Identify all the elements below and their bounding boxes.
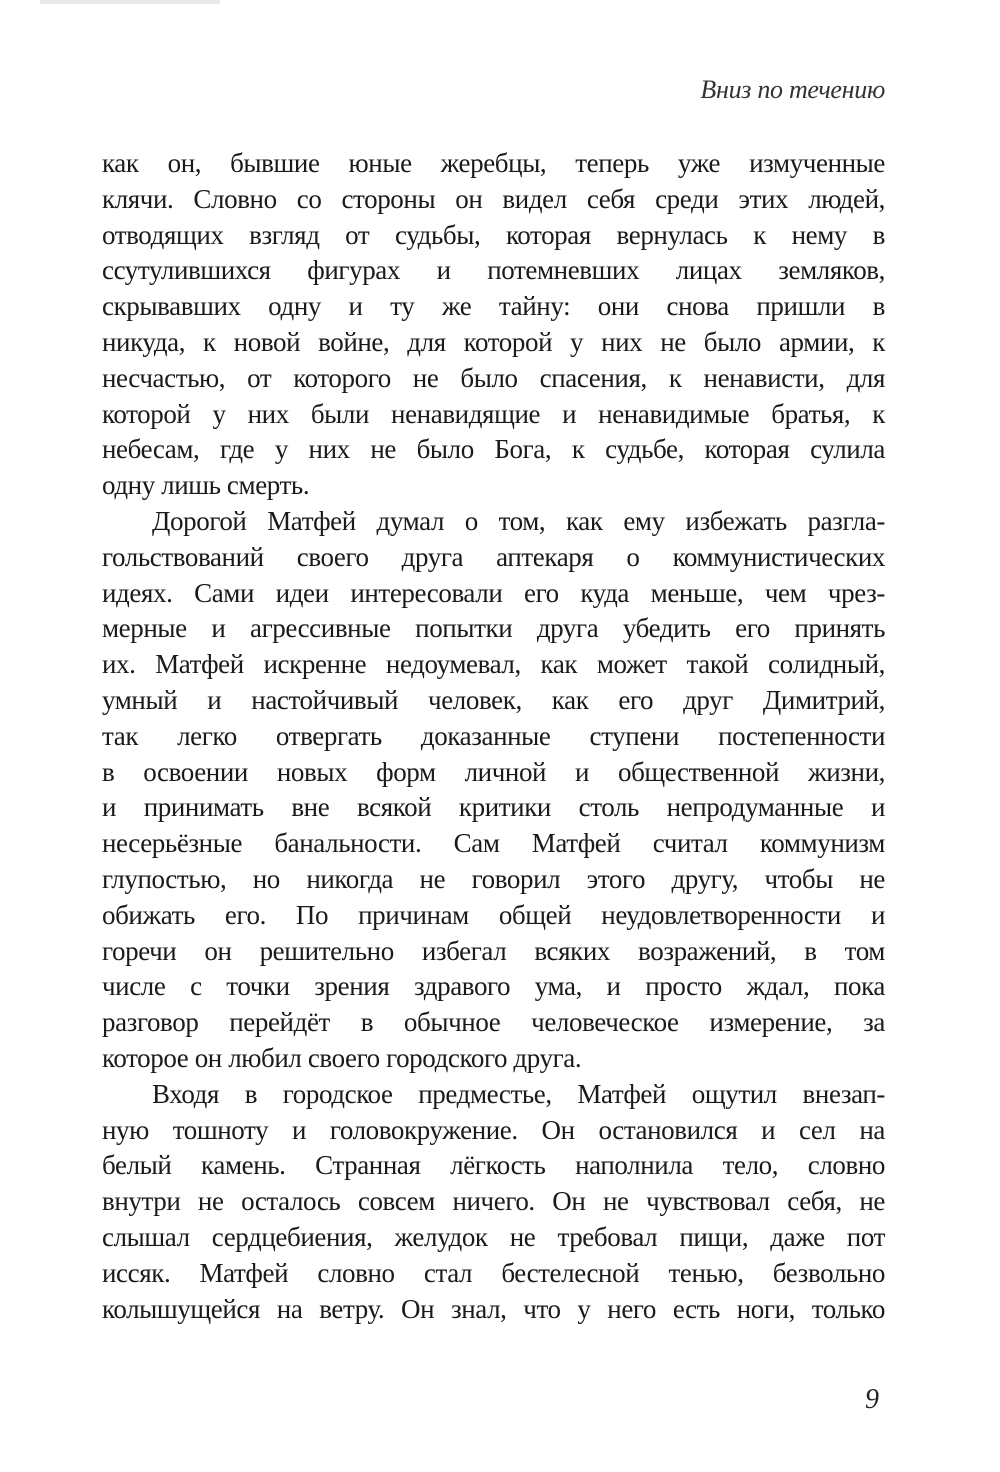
text-line: никуда, к новой войне, для которой у них не было армии, к [102,326,885,357]
text-line: одну лишь смерть. [102,470,310,501]
text-line: разговор перейдёт в обычное человеческое измерение, за [102,1007,885,1038]
text-line: Дорогой Матфей думал о том, как ему избежать разгла- [152,505,885,536]
text-line: несчастью, от которого не было спасения, к ненависти, для [102,362,885,393]
text-line: Входя в городское предместье, Матфей ощутил внезап- [152,1078,885,1109]
text-line: гольствований своего друга аптекаря о коммунистических [102,541,885,572]
text-line: горечи он решительно избегал всяких возражений, в том [102,935,885,966]
text-line: ную тошноту и головокружение. Он остановился и сел на [102,1114,885,1145]
text-line: слышал сердцебиения, желудок не требовал пищи, даже пот [102,1221,885,1252]
text-line: идеях. Сами идеи интересовали его куда меньше, чем чрез- [102,577,885,608]
text-line: ссутулившихся фигурах и потемневших лицах земляков, [102,255,885,286]
text-line: клячи. Словно со стороны он видел себя среди этих людей, [102,183,885,214]
running-header: Вниз по течению [700,75,885,104]
text-line: так легко отвергать доказанные ступени постепенности [102,720,885,751]
text-line: в освоении новых форм личной и общественной жизни, [102,756,885,787]
text-line: мерные и агрессивные попытки друга убедить его принять [102,613,885,644]
text-line: белый камень. Странная лёгкость наполнила тело, словно [102,1150,885,1181]
text-line: которое он любил своего городского друга. [102,1042,582,1073]
page-number: 9 [865,1384,879,1415]
paragraph [102,1077,885,1328]
text-line: скрывавших одну и ту же тайну: они снова пришли в [102,291,885,322]
text-line: несерьёзные банальности. Сам Матфей считал коммунизм [102,828,885,859]
text-line: внутри не осталось совсем ничего. Он не чувствовал себя, не [102,1186,885,1217]
text-line: глупостью, но никогда не говорил этого другу, чтобы не [102,863,885,894]
text-line: обижать его. По причинам общей неудовлетворенности и [102,899,885,930]
paragraph [102,146,885,504]
text-line: умный и настойчивый человек, как его друг Димитрий, [102,684,885,715]
scan-artifact [40,0,220,4]
text-line: небесам, где у них не было Бога, к судьбе, которая сулила [102,434,885,465]
paragraph [102,504,885,1077]
text-line: как он, бывшие юные жеребцы, теперь уже измученные [102,148,885,178]
text-line: которой у них были ненавидящие и ненавидимые братья, к [102,398,885,429]
body-text [102,146,885,1327]
text-line: иссяк. Матфей словно стал бестелесной тенью, безвольно [102,1257,885,1288]
text-line: и принимать вне всякой критики столь непродуманные и [102,792,885,823]
text-line: числе с точки зрения здравого ума, и просто ждал, пока [102,971,885,1002]
text-line: их. Матфей искренне недоумевал, как может такой солидный, [102,649,885,680]
text-line: колышущейся на ветру. Он знал, что у него есть ноги, только [102,1293,885,1324]
text-line: отводящих взгляд от судьбы, которая вернулась к нему в [102,219,885,250]
